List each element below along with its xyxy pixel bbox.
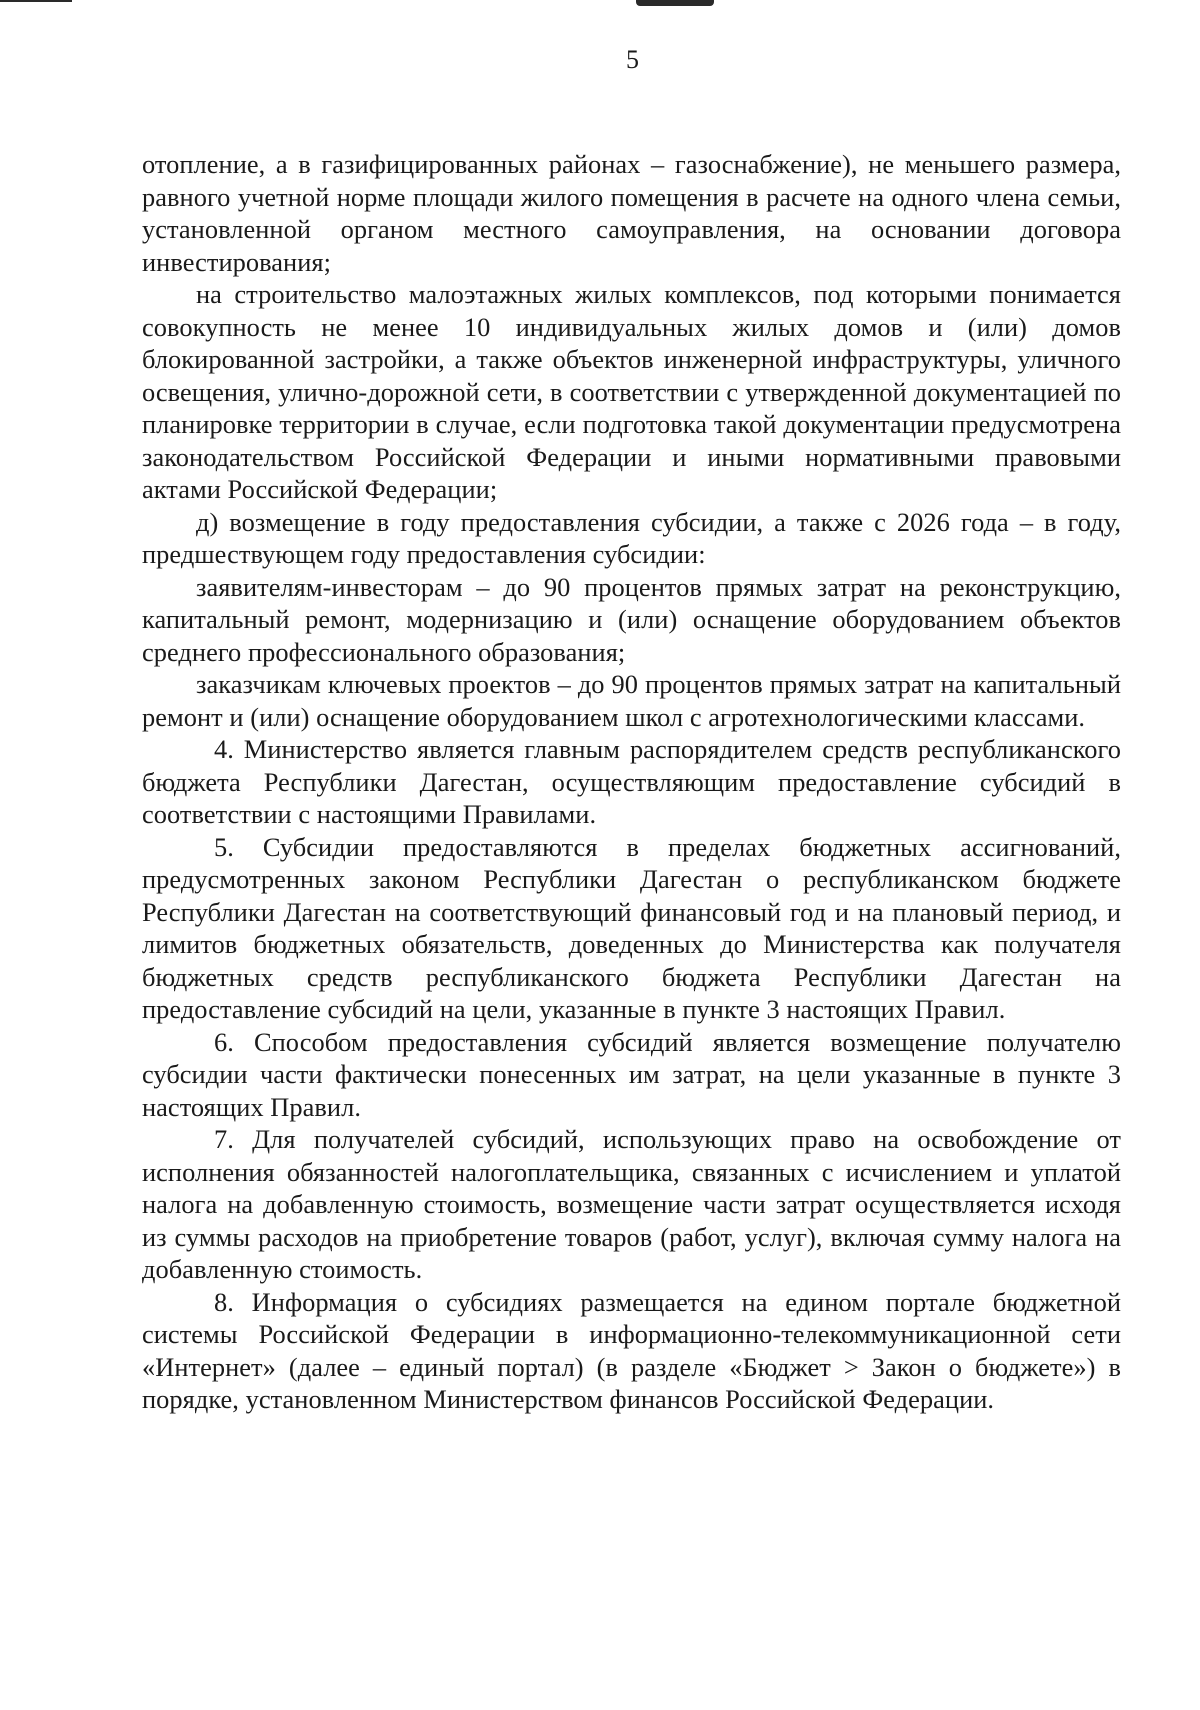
document-body [142, 148, 1121, 1416]
scan-edge-line-left [0, 0, 72, 2]
paragraph-clause-4: 4. Министерство является главным распорядителем средств республиканского бюджета Республики Дагестан, осуществляющим предоставление субсидий в соответствии с настоящими Правилами. [142, 734, 1121, 829]
paragraph-clause-5: 5. Субсидии предоставляются в пределах бюджетных ассигнований, предусмотренных законом Республики Дагестан о республиканском бюджете Республики Дагестан на соответствующий финансовый год и на плановый период, и лимитов бюджетных обязательств, доведенных до Министерства как получателя бюджетных средств республиканского бюджета Республики Дагестан на предоставление субсидий на цели, указанные в пункте 3 настоящих Правил. [142, 831, 1121, 1024]
paragraph-clause-6: 6. Способом предоставления субсидий является возмещение получателю субсидии части фактически понесенных им затрат, на цели указанные в пункте 3 настоящих Правил. [142, 1026, 1121, 1122]
paragraph-item-d-compensation: д) возмещение в году предоставления субсидии, а также с 2026 года – в году, предшествующем году предоставления субсидии: [142, 506, 1121, 569]
paragraph-clause-8: 8. Информация о субсидиях размещается на едином портале бюджетной системы Российской Федерации в информационно-телекоммуникационной сети «Интернет» (далее – единый портал) (в разделе «Бюджет > Закон о бюджете») в порядке, установленном Министерством финансов Российской Федерации. [142, 1286, 1121, 1414]
scan-edge-mark-top [636, 0, 714, 6]
paragraph-applicant-investors: заявителям-инвесторам – до 90 процентов прямых затрат на реконструкцию, капитальный ремонт, модернизацию и (или) оснащение оборудованием объектов среднего профессионального образования; [142, 571, 1121, 667]
page-number: 5 [626, 45, 639, 74]
paragraph-clause-7: 7. Для получателей субсидий, использующих право на освобождение от исполнения обязанностей налогоплательщика, связанных с исчислением и уплатой налога на добавленную стоимость, возмещение части затрат осуществляется исходя из суммы расходов на приобретение товаров (работ, услуг), включая сумму налога на добавленную стоимость. [142, 1124, 1121, 1284]
paragraph-low-rise-complexes: на строительство малоэтажных жилых комплексов, под которыми понимается совокупность не менее 10 индивидуальных жилых домов и (или) домов блокированной застройки, а также объектов инженерной инфраструктуры, уличного освещения, улично-дорожной сети, в соответствии с утвержденной документацией по планировке территории в случае, если подготовка такой документации предусмотрена законодательством Российской Федерации и иными нормативными правовыми актами Российской Федерации; [142, 279, 1121, 504]
paragraph-heating-continuation: отопление, а в газифицированных районах – газоснабжение), не меньшего размера, равного учетной норме площади жилого помещения в расчете на одного члена семьи, установленной органом местного самоуправления, на основании договора инвестирования; [142, 149, 1121, 277]
paragraph-key-project-customers: заказчикам ключевых проектов – до 90 процентов прямых затрат на капитальный ремонт и (или) оснащение оборудованием школ с агротехнологическими классами. [142, 669, 1121, 732]
